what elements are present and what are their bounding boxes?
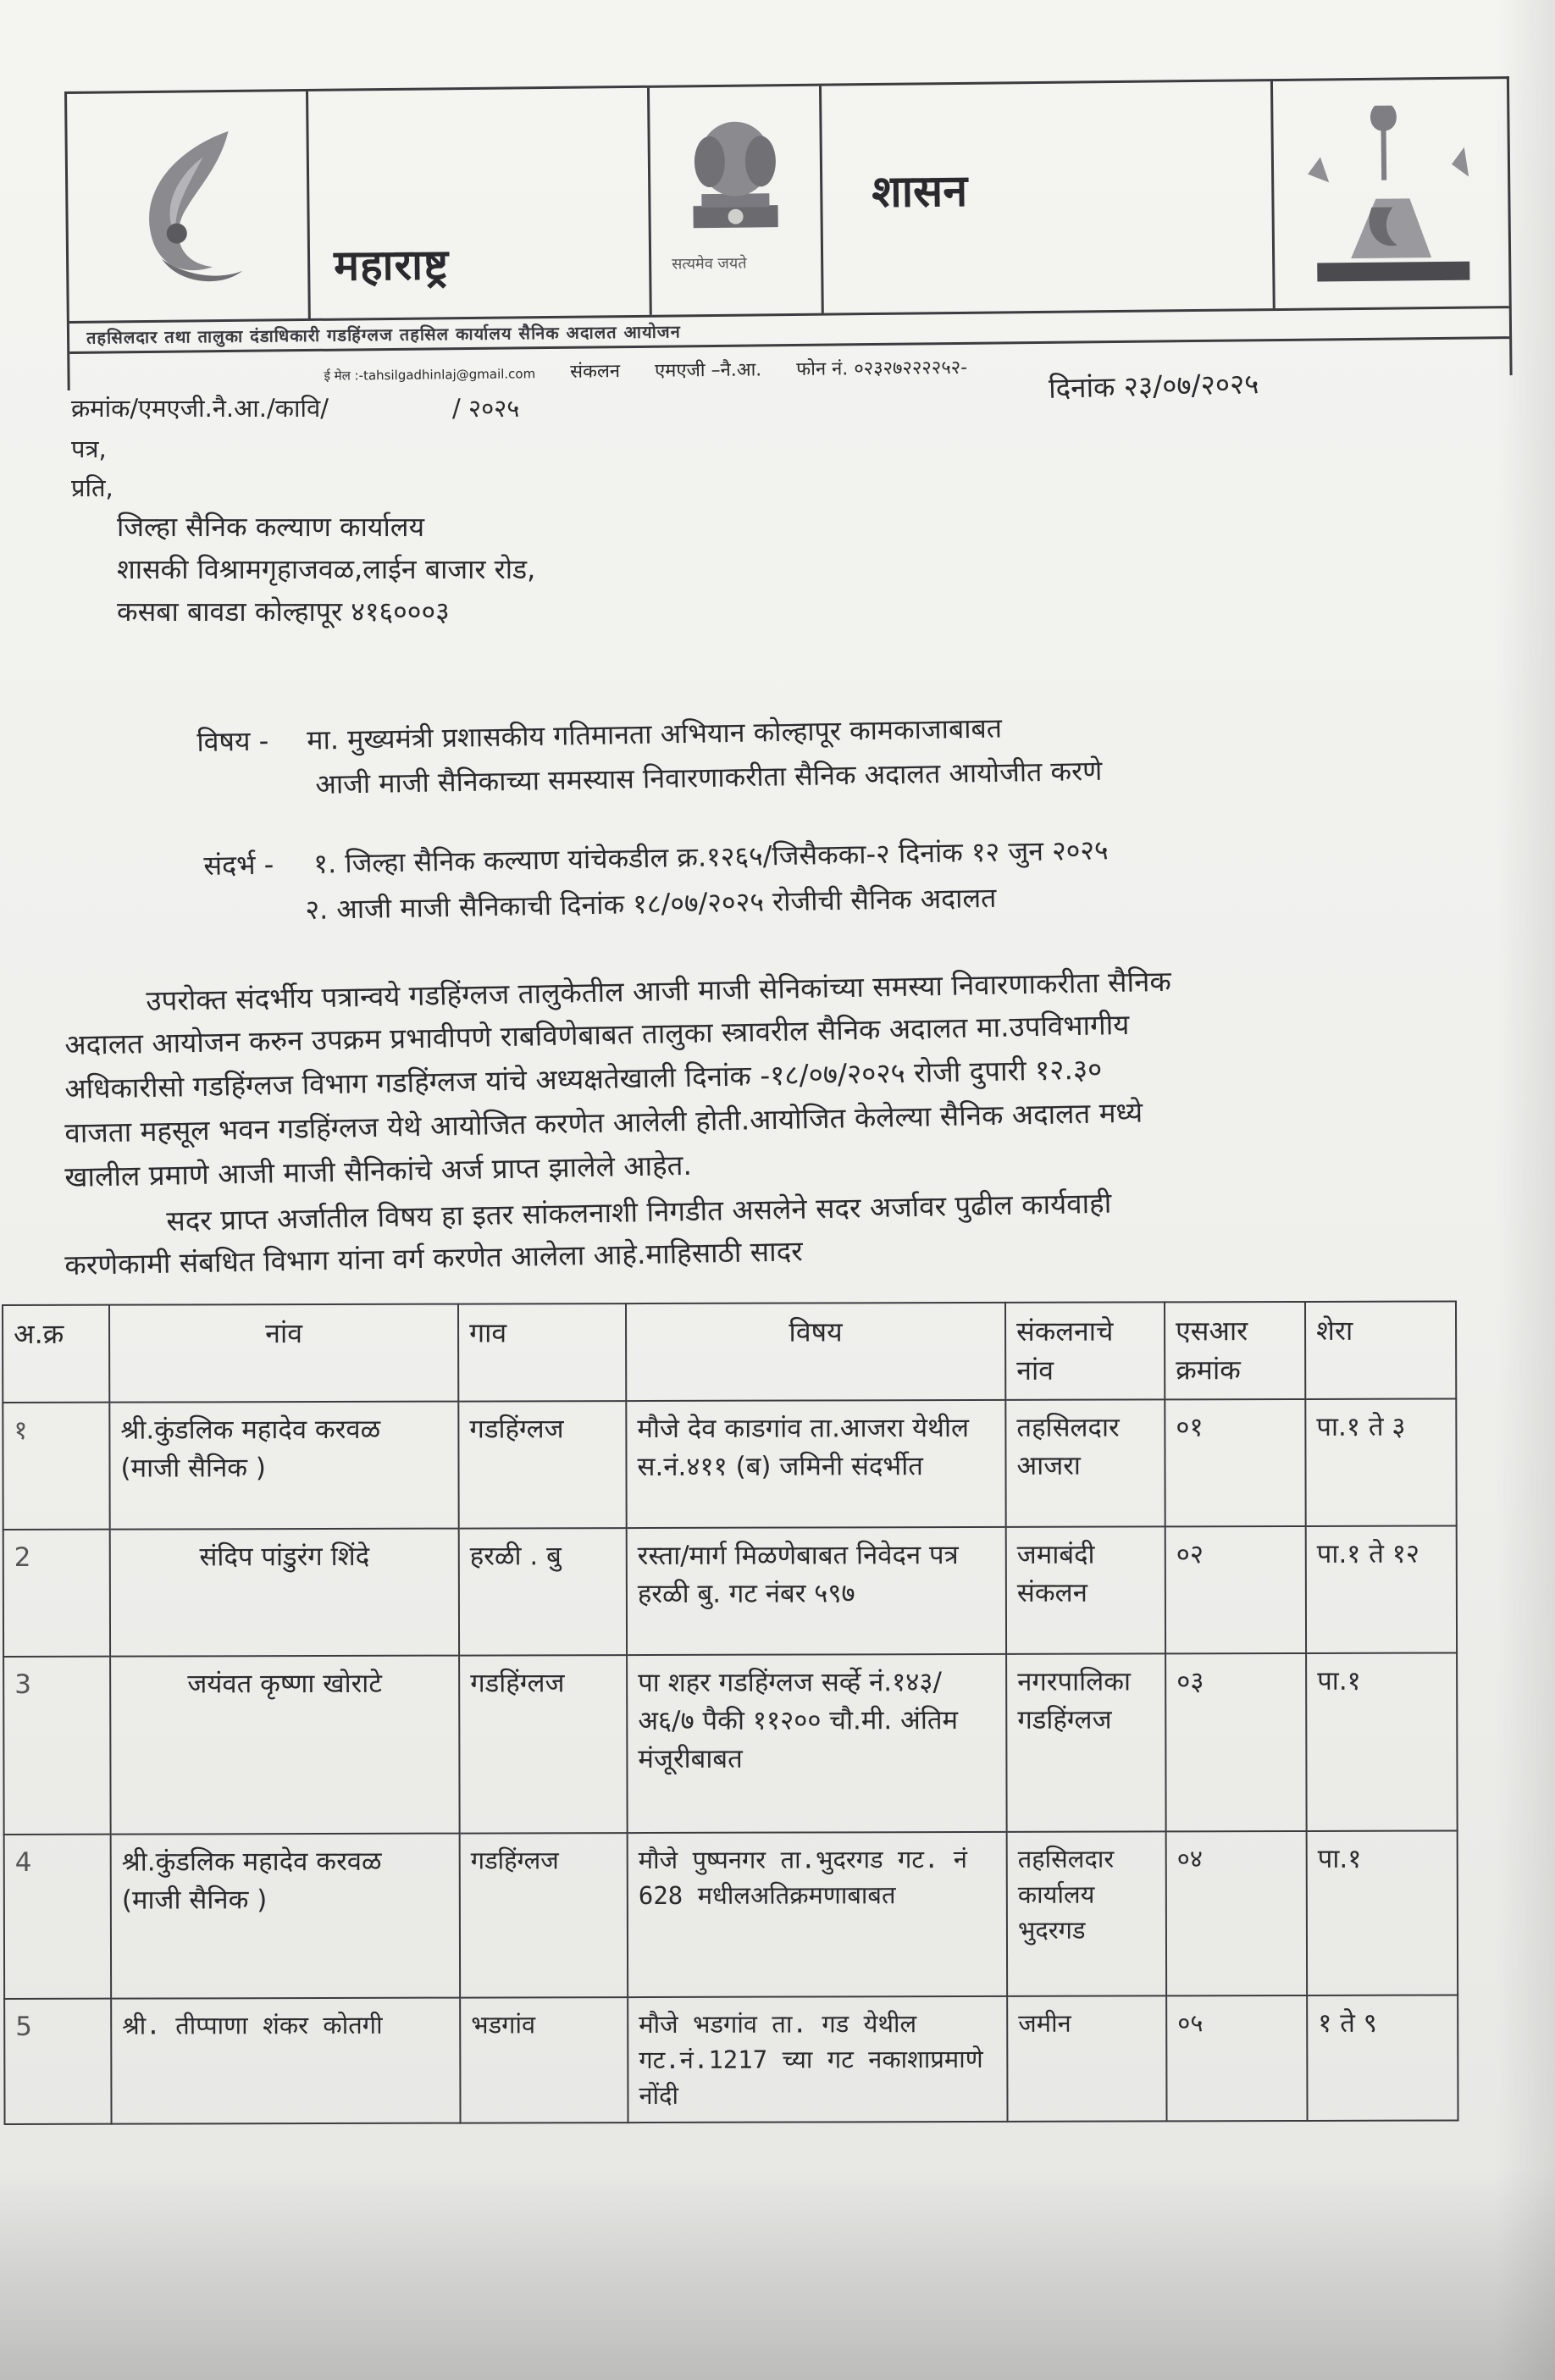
reference-line-1 [203,831,1109,883]
cell-village: गडहिंग्लज [458,1401,626,1529]
cell-subject: मौजे पुष्पनगर ता.भुदरगड गट. नं 628 मधीलअतिक्रमणाबाबत [628,1832,1008,1997]
cell-remark: पा.१ ते १२ [1306,1525,1457,1652]
cell-remark: पा.१ ते ३ [1305,1398,1456,1525]
cell-name: श्री. तीप्पाणा शंकर कोतगी [111,1997,460,2123]
header-village: गाव [458,1303,626,1401]
subject-text-2: आजी माजी सैनिकाच्या समस्यास निवारणाकरीता सैनिक अदालत आयोजीत करणे [315,754,1103,800]
body-line-5: खालील प्रमाणे आजी माजी सैनिकांचे अर्ज प्राप्त झालेले आहेत. [64,1148,693,1193]
cell-sr-number: ०५ [1166,1995,1307,2122]
emblem-motto: सत्यमेव जयते [672,254,747,274]
table-row [3,1398,1456,1529]
cell-sr-number: ०१ [1165,1399,1305,1526]
address-line-3: कसबा बावडा कोल्हापूर ४१६०००३ [117,595,450,628]
cell-subject: रस्ता/मार्ग मिळणेबाबत निवेदन पत्र हरळी बु. गट नंबर ५९७ [627,1527,1006,1655]
page-shadow-bottom [0,2168,1555,2380]
subject-label: विषय - [196,724,269,758]
cell-branch: जमाबंदी संकलन [1006,1526,1165,1653]
cell-serial: 3 [3,1656,111,1834]
cell-remark: पा.१ [1307,1830,1458,1995]
letter-date: दिनांक २३/०७/२०२५ [1048,367,1259,405]
cell-branch: नगरपालिका गडहिंग्लज [1006,1653,1166,1831]
cell-branch: तहसिलदार कार्यालय भुदरगड [1007,1831,1167,1995]
section-code: एमएजी –नै.आ. [654,359,762,382]
reference-text-1: १. जिल्हा सैनिक कल्याण यांचेकडील क्र.१२६५/जिसैकका-२ दिनांक १२ जुन २०२५ [313,833,1109,880]
phone-text: फोन नं. ०२३२७२२२२५२- [796,357,968,380]
reference-year: / २०२५ [452,394,520,423]
letterhead [64,76,1513,390]
section-label: संकलन [570,361,621,383]
cell-serial: 4 [4,1834,112,1998]
table-row [3,1652,1458,1834]
cell-subject: मौजे भडगांव ता. गड येथील गट.नं.1217 च्या गट नकाशाप्रमाणे नोंदी [628,1996,1007,2123]
cell-name: जयंवत कृष्णा खोराटे [110,1655,460,1834]
cell-serial: 2 [3,1529,110,1656]
cell-village: भडगांव [460,1997,628,2123]
reference-number: क्रमांक/एमएजी.नै.आ./कावि/ [71,394,329,423]
cell-serial: १ [3,1402,109,1529]
cell-village: गडहिंग्लज [459,1655,628,1834]
body-line-6: सदर प्राप्त अर्जातील विषय हा इतर सांकलनाशी निगडीत असलेने सदर अर्जावर पुढील कार्यवाही [166,1186,1112,1237]
subject-text-1: मा. मुख्यमंत्री प्रशासकीय गतिमानता अभियान कोल्हापूर कामकाजाबाबत [307,711,1003,756]
cell-sr-number: ०४ [1166,1831,1308,1995]
cell-village: हरळी . बु [459,1528,627,1656]
cell-sr-number: ०३ [1165,1653,1307,1831]
national-emblem-icon [675,112,795,248]
header-remark: शेरा [1305,1302,1456,1399]
cell-branch: तहसिलदार आजरा [1005,1399,1165,1526]
body-line-4: वाजता महसूल भवन गडहिंग्लज येथे आयोजित करणेत आलेली होती.आयोजित केलेल्या सैनिक अदालत मध्ये [64,1095,1143,1149]
cell-branch: जमीन [1007,1995,1166,2122]
cell-sr-number: ०२ [1165,1526,1306,1653]
cell-name: श्री.कुंडलिक महादेव करवळ (माजी सैनिक ) [109,1401,458,1529]
cell-village: गडहिंग्लज [460,1833,628,1998]
table-row [3,1525,1457,1656]
maharashtra-logo-icon [101,113,272,310]
header-name: नांव [109,1304,458,1403]
reference-text-2: २. आजी माजी सैनिकाची दिनांक १८/०७/२०२५ रोजीची सैनिक अदालत [305,881,997,926]
table-row [4,1830,1458,1998]
header-subject: विषय [626,1303,1005,1401]
table-header-row [3,1302,1456,1403]
table-row [4,1995,1458,2124]
body-line-3: अधिकारीसो गडहिंग्लज विभाग गडहिंग्लज यांचे अध्यक्षतेखाली दिनांक -१८/०७/२०२५ रोजी दुपारी १२.३० [64,1052,1103,1105]
applications-table [2,1301,1436,2125]
header-branch: संकलनाचे नांव [1005,1302,1165,1399]
address-line-1: जिल्हा सैनिक कल्याण कार्यालय [117,511,425,543]
subject-line-1 [196,709,1002,760]
email-text: ई मेल :-tahsilgadhinlaj@gmail.com [324,366,536,384]
header-sr-number: एसआर क्रमांक [1165,1302,1305,1399]
body-line-2: अदालत आयोजन करुन उपक्रम प्रभावीपणे राबविणेबाबत तालुका स्त्रावरील सैनिक अदालत मा.उपविभागीय [64,1007,1130,1061]
right-logo-cell [1273,79,1509,308]
cell-remark: पा.१ [1306,1652,1458,1830]
to-label: प्रति, [71,473,113,502]
district-logo-icon [1281,79,1496,293]
contact-row [324,348,1509,386]
state-name: महाराष्ट्र [333,240,450,291]
state-cell [308,88,652,318]
logo-cell [67,91,311,321]
government-cell [822,81,1276,313]
letter-label: पत्र, [71,434,107,463]
cell-subject: मौजे देव काडगांव ता.आजरा येथील स.नं.४११ (ब) जमिनी संदर्भीत [626,1400,1005,1528]
cell-name: संदिप पांडुरंग शिंदे [110,1528,459,1656]
cell-serial: 5 [4,1998,111,2123]
cell-remark: १ ते ९ [1307,1995,1458,2121]
address-line-2: शासकी विश्रामगृहाजवळ,लाईन बाजार रोड, [117,553,536,585]
cell-subject: पा शहर गडहिंग्लज सर्व्हे नं.१४३/अ६/७ पैकी ११२०० चौ.मी. अंतिम मंजूरीबाबत [627,1654,1007,1833]
body-line-7: करणेकामी संबधित विभाग यांना वर्ग करणेत आलेला आहे.माहिसाठी सादर [64,1234,804,1281]
government-label: शासन [871,165,968,219]
office-band: तहसिलदार तथा तालुका दंडाधिकारी गडहिंग्लज तहसिल कार्यालय सैनिक अदालत आयोजन [86,321,681,348]
cell-name: श्री.कुंडलिक महादेव करवळ (माजी सैनिक ) [111,1833,461,1998]
references-label: संदर्भ - [203,848,274,882]
body-line-1: उपरोक्त संदर्भीय पत्रान्वये गडहिंग्लज तालुकेतील आजी माजी सेनिकांच्या समस्या निवारणाकरीता सैनिक [146,964,1172,1017]
emblem-cell [650,86,824,315]
header-serial: अ.क्र [3,1305,109,1403]
